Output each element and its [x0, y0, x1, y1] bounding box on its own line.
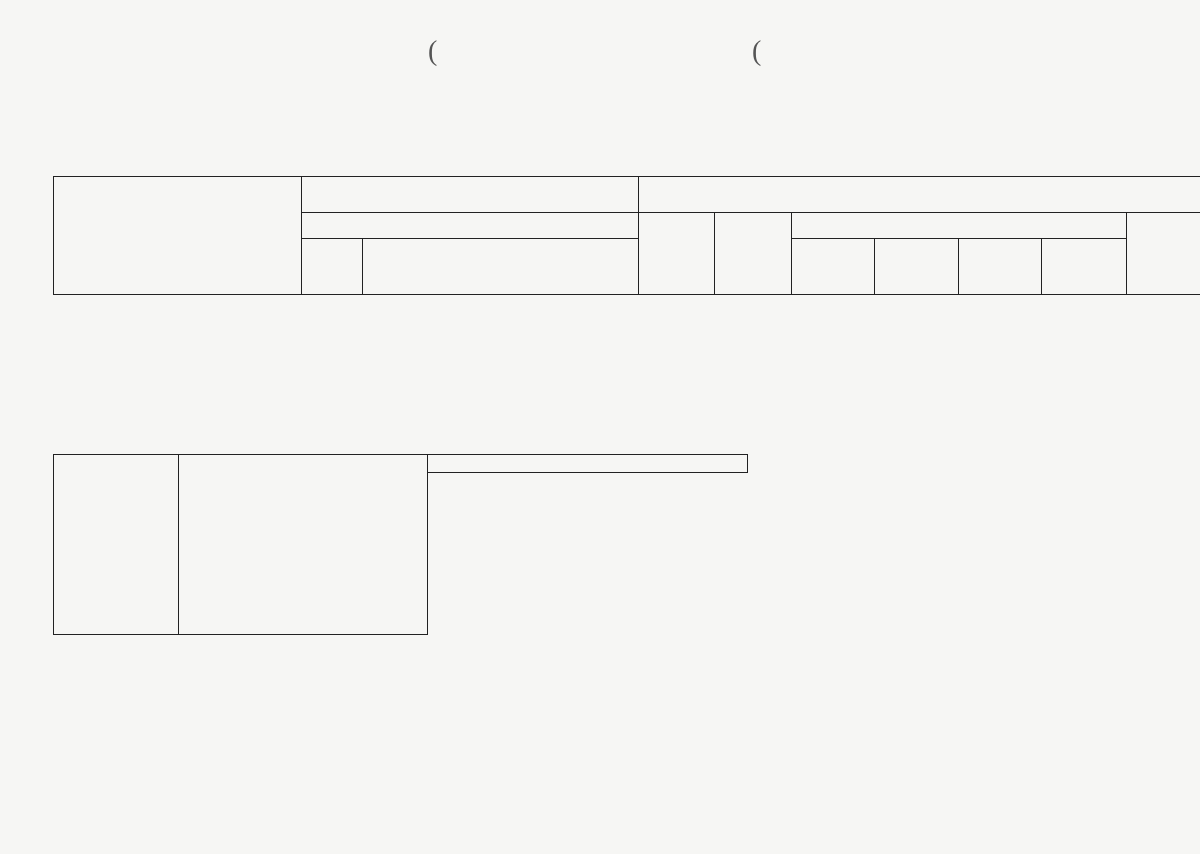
t1-header-c33 — [959, 239, 1042, 295]
t1-header-assessed — [363, 239, 639, 295]
t2-header-id — [54, 455, 179, 635]
t1-header-c34 — [1042, 239, 1127, 295]
t1-header-c32 — [875, 239, 959, 295]
t1-header-total — [302, 239, 363, 295]
punch-hole-left-icon: ( — [428, 36, 438, 67]
t1-header-spacer — [302, 213, 639, 239]
t1-header-class4 — [1127, 213, 1200, 295]
t1-header-name — [54, 177, 302, 295]
summary-table — [53, 176, 1200, 295]
t1-header-class3 — [792, 213, 1127, 239]
t1-header-c31 — [792, 239, 875, 295]
punch-hole-right-icon: ( — [752, 36, 762, 67]
t2-header-classes — [427, 455, 747, 473]
workplaces-table — [53, 454, 1149, 635]
t1-header-group-a — [302, 177, 639, 213]
organization-line — [62, 120, 1152, 141]
t1-header-group-b — [639, 177, 1200, 213]
t2-header-profession — [179, 455, 428, 635]
t1-header-class1 — [639, 213, 715, 295]
t1-header-class2 — [715, 213, 792, 295]
